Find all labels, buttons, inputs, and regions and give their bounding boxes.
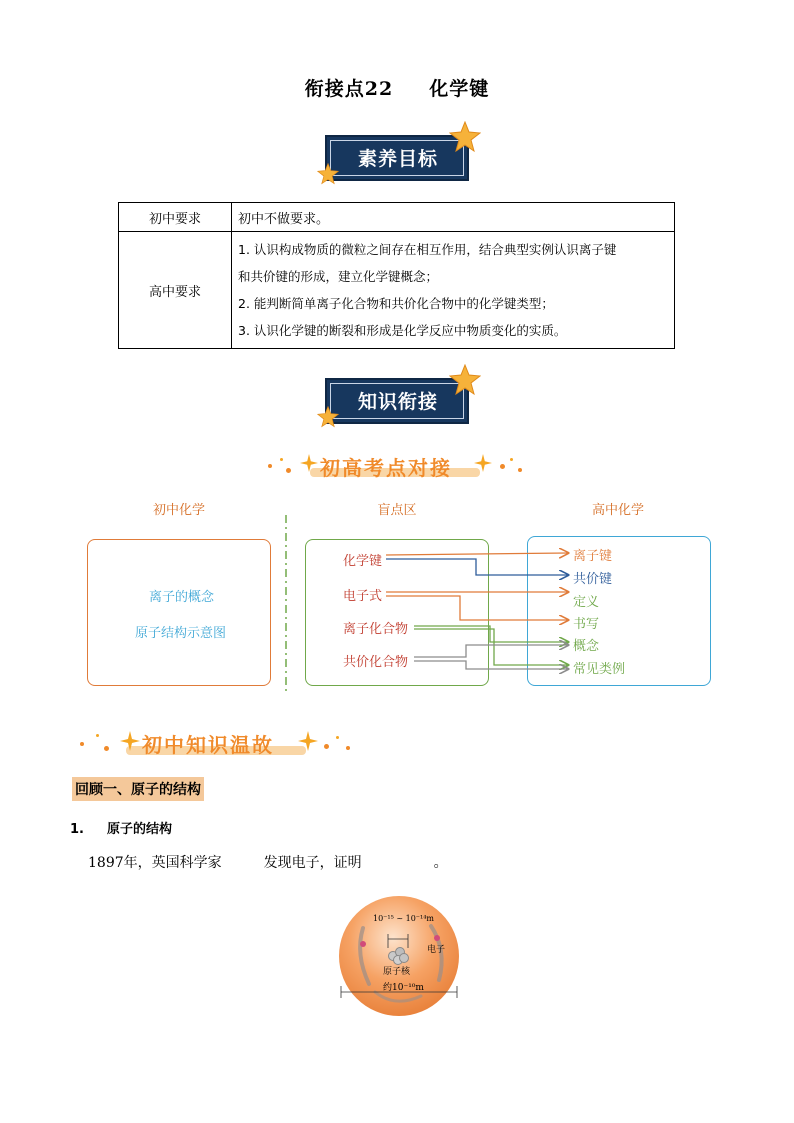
goals-table — [118, 202, 675, 349]
row-content — [232, 232, 675, 349]
para-text: 。 — [433, 855, 448, 871]
blind-item: 电子式 — [343, 589, 383, 604]
fill-blank-paragraph — [88, 852, 448, 872]
review-banner-label: 初中知识温故 — [142, 733, 274, 757]
senior-item: 离子键 — [573, 549, 613, 564]
atom-figure — [335, 892, 463, 1020]
connect-banner-label: 初高考点对接 — [320, 456, 452, 480]
star-icon — [317, 406, 339, 428]
sparkle-icon — [120, 731, 140, 751]
heading-text: 原子的结构 — [107, 822, 173, 837]
requirement-line: 1. 认识构成物质的微粒之间存在相互作用，结合典型实例认识离子键 — [238, 242, 617, 257]
col-blind: 盲点区 — [377, 503, 417, 518]
goals-badge-label: 素养目标 — [357, 148, 438, 170]
diameter-label: 约10⁻¹⁰m — [383, 983, 424, 993]
sparkle-icon — [300, 454, 318, 472]
sparkle-icon — [474, 454, 492, 472]
knowledge-diagram — [0, 495, 794, 695]
star-icon — [449, 121, 481, 153]
blind-item: 化学键 — [343, 554, 383, 569]
star-icon — [317, 163, 339, 185]
para-text: 1897年，英国科学家 — [88, 855, 222, 871]
requirement-line: 2. 能判断简单离子化合物和共价化合物中的化学键类型； — [238, 296, 554, 311]
connect-banner — [262, 448, 532, 482]
para-text: 发现电子，证明 — [263, 855, 362, 871]
section-label: 回顾一、原子的结构 — [72, 777, 204, 801]
senior-item: 定义 — [573, 595, 600, 610]
knowledge-badge — [325, 378, 471, 424]
page-title — [0, 74, 794, 101]
title-part1: 衔接点22 — [304, 78, 394, 100]
sparkle-icon — [298, 731, 318, 751]
star-icon — [449, 364, 481, 396]
knowledge-badge-label: 知识衔接 — [357, 391, 438, 413]
nucleus-label: 原子核 — [383, 967, 411, 977]
requirement-line: 和共价键的形成，建立化学键概念； — [238, 269, 439, 284]
table-row — [119, 232, 675, 349]
junior-item: 原子结构示意图 — [135, 626, 227, 641]
junior-item: 离子的概念 — [149, 590, 215, 605]
col-senior: 高中化学 — [591, 503, 644, 518]
review-banner — [76, 726, 366, 760]
senior-item: 书写 — [573, 617, 600, 632]
title-part2: 化学键 — [429, 78, 490, 100]
electron-label: 电子 — [427, 945, 446, 955]
row-header: 初中要求 — [119, 203, 232, 232]
row-header: 高中要求 — [119, 232, 232, 349]
table-row — [119, 203, 675, 232]
goals-badge — [325, 135, 471, 181]
row-content: 初中不做要求。 — [232, 203, 675, 232]
blind-item: 离子化合物 — [343, 622, 409, 637]
col-junior: 初中化学 — [152, 503, 205, 518]
heading-1 — [70, 818, 172, 837]
senior-item: 常见类例 — [573, 662, 626, 677]
senior-item: 概念 — [573, 639, 600, 654]
requirement-line: 3. 认识化学键的断裂和形成是化学反应中物质变化的实质。 — [238, 323, 567, 338]
senior-item: 共价键 — [573, 572, 613, 587]
atom-illustration — [335, 892, 463, 1020]
blind-item: 共价化合物 — [343, 655, 409, 670]
nucleus-size-label: 10⁻¹⁵ ~ 10⁻¹⁴m — [373, 914, 435, 923]
heading-number: 1. — [70, 822, 84, 837]
